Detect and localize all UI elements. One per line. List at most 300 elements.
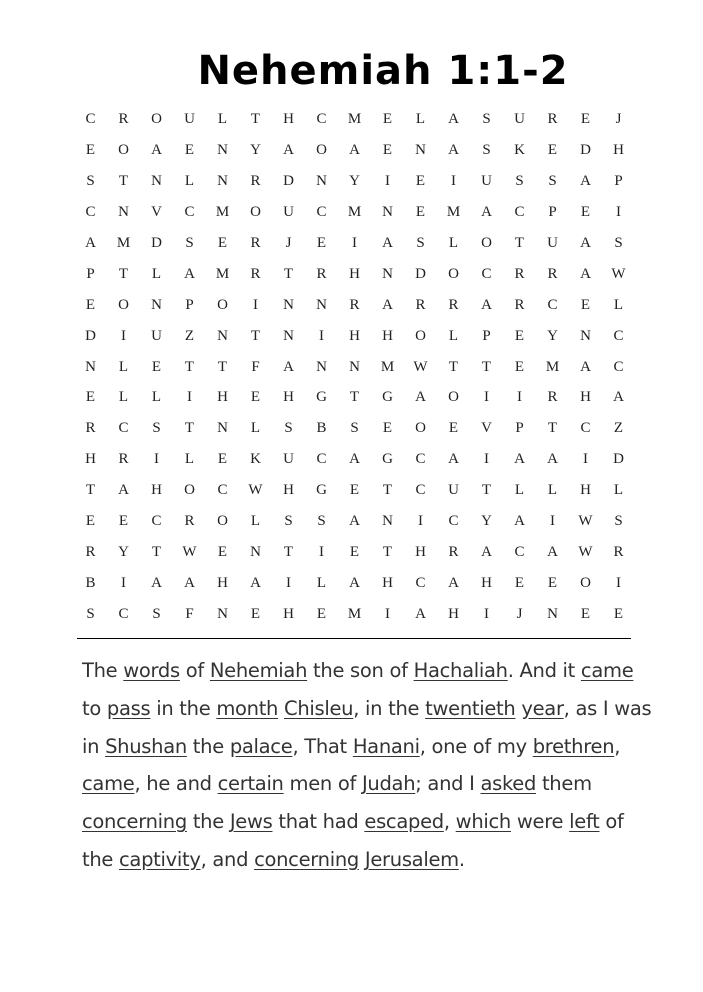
grid-letter: E xyxy=(382,111,393,127)
grid-letter: O xyxy=(481,234,492,251)
grid-letter: T xyxy=(151,544,162,561)
grid-letter: H xyxy=(481,575,492,592)
grid-letter: N xyxy=(151,296,162,313)
grid-letter: N xyxy=(217,420,228,437)
search-word: certain xyxy=(217,772,284,796)
grid-letter: T xyxy=(481,482,492,499)
grid-letter: I xyxy=(616,203,621,220)
grid-letter: C xyxy=(217,482,228,499)
grid-letter: D xyxy=(283,172,294,189)
grid-letter: H xyxy=(283,606,294,622)
grid-letter: O xyxy=(448,389,459,406)
grid-letter: Z xyxy=(184,327,195,344)
grid-letter: B xyxy=(85,575,96,592)
search-word: words xyxy=(123,659,180,682)
grid-letter: E xyxy=(349,544,360,561)
passage-text: . And it xyxy=(507,659,581,682)
passage-text: the xyxy=(186,734,230,758)
grid-letter: L xyxy=(613,482,624,499)
grid-letter: L xyxy=(118,389,129,406)
grid-letter: A xyxy=(547,544,558,561)
grid-letter: L xyxy=(547,482,558,499)
grid-letter: I xyxy=(121,575,126,592)
grid-letter: I xyxy=(484,451,489,468)
grid-letter: M xyxy=(545,358,560,375)
search-word: concerning xyxy=(82,810,187,834)
passage-text: The xyxy=(82,659,124,682)
grid-letter: E xyxy=(85,513,96,530)
grid-letter: W xyxy=(611,265,626,282)
search-word: captivity xyxy=(119,847,201,871)
search-word: Nehemiah xyxy=(209,659,308,682)
grid-letter: M xyxy=(380,358,395,375)
grid-letter: R xyxy=(349,296,360,313)
grid-letter: D xyxy=(85,327,96,344)
grid-letter: C xyxy=(316,203,327,220)
grid-letter: A xyxy=(580,234,591,251)
grid-letter: L xyxy=(250,513,261,530)
grid-letter: R xyxy=(514,296,525,313)
grid-letter: A xyxy=(283,141,294,158)
grid-letter: N xyxy=(382,203,393,220)
grid-letter: T xyxy=(118,172,129,189)
grid-letter: I xyxy=(319,544,324,561)
grid-letter: O xyxy=(580,575,591,592)
grid-letter: R xyxy=(184,513,195,530)
grid-letter: P xyxy=(482,327,491,344)
grid-letter: E xyxy=(415,203,426,220)
grid-letter: T xyxy=(514,234,525,251)
grid-letter: I xyxy=(484,606,489,622)
grid-letter: T xyxy=(481,358,492,375)
search-word: concerning xyxy=(254,847,359,871)
grid-letter: N xyxy=(151,172,162,189)
passage-text: of xyxy=(179,659,210,682)
passage-text: the son of xyxy=(307,659,414,682)
grid-letter: L xyxy=(613,296,624,313)
grid-letter: T xyxy=(349,389,360,406)
grid-letter: N xyxy=(217,327,228,344)
grid-letter: E xyxy=(382,420,393,437)
grid-letter: T xyxy=(184,358,195,375)
grid-letter: A xyxy=(613,389,624,406)
grid-letter: N xyxy=(316,296,327,313)
grid-letter: N xyxy=(316,358,327,375)
passage-text: . xyxy=(458,847,465,871)
search-word: pass xyxy=(106,696,151,720)
grid-letter: N xyxy=(382,513,393,530)
grid-letter: H xyxy=(217,575,228,592)
search-word: Hachaliah xyxy=(413,659,508,682)
grid-letter: C xyxy=(415,482,426,499)
grid-letter: I xyxy=(418,513,423,530)
grid-letter: U xyxy=(448,482,459,499)
grid-letter: G xyxy=(316,482,327,499)
passage-text: , he and xyxy=(134,772,218,796)
grid-letter: A xyxy=(514,451,525,468)
grid-letter: L xyxy=(448,234,459,251)
search-word: asked xyxy=(480,772,537,796)
passage-line xyxy=(82,652,642,690)
grid-letter: L xyxy=(217,111,228,127)
grid-letter: M xyxy=(116,234,131,251)
grid-letter: A xyxy=(283,358,294,375)
grid-letter: L xyxy=(151,389,162,406)
passage-text: ; and I xyxy=(415,772,481,796)
passage-text: the xyxy=(186,810,230,834)
grid-letter: F xyxy=(251,358,260,375)
grid-letter: O xyxy=(118,141,129,158)
grid-letter: T xyxy=(250,111,261,127)
grid-letter: M xyxy=(347,203,362,220)
grid-letter: H xyxy=(85,451,96,468)
grid-letter: R xyxy=(448,296,459,313)
grid-letter: E xyxy=(85,141,96,158)
passage-text: , That xyxy=(292,734,353,758)
grid-letter: R xyxy=(547,389,558,406)
grid-letter: L xyxy=(151,265,162,282)
grid-letter: E xyxy=(151,358,162,375)
grid-letter: R xyxy=(547,111,558,127)
search-word: left xyxy=(569,810,600,834)
grid-letter: V xyxy=(481,420,492,437)
search-word: Shushan xyxy=(105,734,187,758)
grid-letter: N xyxy=(118,203,129,220)
grid-letter: S xyxy=(185,234,194,251)
grid-letter: H xyxy=(613,141,624,158)
grid-letter: M xyxy=(446,203,461,220)
grid-letter: H xyxy=(349,265,360,282)
grid-letter: N xyxy=(283,296,294,313)
grid-letter: W xyxy=(578,544,593,561)
grid-letter: C xyxy=(85,203,96,220)
grid-letter: C xyxy=(85,111,96,127)
grid-letter: A xyxy=(250,575,261,592)
grid-letter: S xyxy=(416,234,425,251)
grid-letter: C xyxy=(316,111,327,127)
grid-letter: W xyxy=(182,544,197,561)
divider xyxy=(77,638,631,639)
grid-letter: E xyxy=(85,389,96,406)
grid-letter: E xyxy=(250,389,261,406)
grid-letter: M xyxy=(215,203,230,220)
search-word: Jerusalem xyxy=(364,847,459,871)
grid-letter: E xyxy=(415,172,426,189)
grid-letter: W xyxy=(413,358,428,375)
grid-letter: F xyxy=(185,606,194,622)
grid-letter: H xyxy=(382,575,393,592)
grid-letter: I xyxy=(385,172,390,189)
search-word: twentieth xyxy=(425,696,516,720)
passage-line xyxy=(82,841,642,879)
grid-letter: E xyxy=(316,234,327,251)
passage-text: the xyxy=(82,847,120,871)
grid-letter: U xyxy=(481,172,492,189)
grid-letter: C xyxy=(415,575,426,592)
grid-letter: L xyxy=(448,327,459,344)
grid-letter: N xyxy=(217,172,228,189)
passage-text: , and xyxy=(200,847,255,871)
grid-letter: Y xyxy=(250,141,261,158)
grid-letter: E xyxy=(580,111,591,127)
grid-letter: H xyxy=(382,327,393,344)
grid-letter: A xyxy=(448,141,459,158)
grid-letter: H xyxy=(217,389,228,406)
grid-letter: R xyxy=(118,111,129,127)
grid-letter: E xyxy=(217,451,228,468)
grid-letter: T xyxy=(283,544,294,561)
grid-letter: N xyxy=(580,327,591,344)
grid-letter: G xyxy=(316,389,327,406)
passage-line xyxy=(82,728,642,766)
grid-letter: M xyxy=(347,606,362,622)
grid-letter: S xyxy=(350,420,359,437)
grid-letter: K xyxy=(250,451,261,468)
passage-line xyxy=(82,765,642,803)
grid-letter: V xyxy=(151,203,162,220)
grid-letter: I xyxy=(517,389,522,406)
grid-letter: O xyxy=(415,420,426,437)
passage-text: in xyxy=(82,734,106,758)
grid-letter: C xyxy=(151,513,162,530)
grid-letter: D xyxy=(613,451,624,468)
grid-letter: A xyxy=(382,296,393,313)
grid-letter: N xyxy=(217,141,228,158)
grid-letter: E xyxy=(514,575,525,592)
grid-letter: S xyxy=(86,606,95,622)
search-word: Hanani xyxy=(352,734,420,758)
grid-letter: E xyxy=(547,141,558,158)
grid-letter: L xyxy=(184,451,195,468)
grid-letter: N xyxy=(349,358,360,375)
passage-text: were xyxy=(510,810,570,834)
grid-letter: U xyxy=(547,234,558,251)
grid-letter: A xyxy=(514,513,525,530)
grid-letter: M xyxy=(215,265,230,282)
grid-letter: T xyxy=(184,420,195,437)
grid-letter: O xyxy=(217,296,228,313)
grid-letter: T xyxy=(382,482,393,499)
grid-letter: H xyxy=(349,327,360,344)
grid-letter: S xyxy=(317,513,326,530)
passage-text: , xyxy=(443,810,456,834)
grid-letter: E xyxy=(547,575,558,592)
grid-letter: H xyxy=(283,482,294,499)
grid-letter: N xyxy=(85,358,96,375)
grid-letter: C xyxy=(514,203,525,220)
grid-letter: A xyxy=(184,575,195,592)
grid-letter: R xyxy=(514,265,525,282)
grid-letter: A xyxy=(118,482,129,499)
grid-letter: A xyxy=(580,358,591,375)
grid-letter: T xyxy=(250,327,261,344)
grid-letter: C xyxy=(448,513,459,530)
grid-letter: T xyxy=(382,544,393,561)
grid-letter: T xyxy=(118,265,129,282)
search-word: escaped xyxy=(364,810,444,834)
passage-text: , one of my xyxy=(419,734,533,758)
grid-letter: C xyxy=(613,327,624,344)
grid-letter: P xyxy=(185,296,194,313)
grid-letter: O xyxy=(415,327,426,344)
grid-letter: E xyxy=(580,203,591,220)
grid-letter: R xyxy=(613,544,624,561)
grid-letter: I xyxy=(286,575,291,592)
search-word: came xyxy=(82,772,135,796)
grid-letter: A xyxy=(349,513,360,530)
grid-letter: N xyxy=(316,172,327,189)
grid-letter: U xyxy=(283,451,294,468)
grid-letter: S xyxy=(152,420,161,437)
grid-letter: O xyxy=(217,513,228,530)
grid-letter: L xyxy=(184,172,195,189)
grid-letter: J xyxy=(285,234,292,251)
grid-letter: T xyxy=(448,358,459,375)
grid-letter: S xyxy=(284,420,293,437)
grid-letter: O xyxy=(184,482,195,499)
grid-letter: Y xyxy=(481,513,492,530)
grid-letter: T xyxy=(217,358,228,375)
grid-letter: R xyxy=(448,544,459,561)
search-word: Chisleu xyxy=(284,696,354,720)
grid-letter: U xyxy=(184,111,195,127)
grid-letter: A xyxy=(415,606,426,622)
grid-letter: A xyxy=(448,575,459,592)
grid-letter: S xyxy=(515,172,524,189)
grid-letter: N xyxy=(217,606,228,622)
grid-letter: W xyxy=(578,513,593,530)
grid-letter: S xyxy=(614,513,623,530)
grid-letter: A xyxy=(448,451,459,468)
grid-letter: A xyxy=(481,296,492,313)
grid-letter: I xyxy=(253,296,258,313)
grid-letter: L xyxy=(118,358,129,375)
grid-letter: S xyxy=(548,172,557,189)
grid-letter: C xyxy=(184,203,195,220)
grid-letter: Y xyxy=(349,172,360,189)
passage-text: that had xyxy=(272,810,365,834)
grid-letter: D xyxy=(151,234,162,251)
grid-letter: I xyxy=(319,327,324,344)
grid-letter: E xyxy=(349,482,360,499)
grid-letter: C xyxy=(547,296,558,313)
grid-letter: G xyxy=(382,451,393,468)
search-word: came xyxy=(580,659,634,682)
grid-letter: L xyxy=(514,482,525,499)
grid-letter: J xyxy=(516,606,523,622)
grid-letter: A xyxy=(184,265,195,282)
grid-letter: C xyxy=(514,544,525,561)
word-search-grid xyxy=(74,104,635,630)
grid-letter: C xyxy=(316,451,327,468)
passage-text: , in the xyxy=(353,696,426,720)
grid-letter: S xyxy=(86,172,95,189)
grid-letter: I xyxy=(187,389,192,406)
grid-letter: N xyxy=(415,141,426,158)
grid-letter: T xyxy=(547,420,558,437)
grid-letter: I xyxy=(154,451,159,468)
grid-letter: N xyxy=(250,544,261,561)
grid-letter: H xyxy=(580,482,591,499)
grid-letter: S xyxy=(284,513,293,530)
grid-letter: A xyxy=(151,575,162,592)
grid-letter: E xyxy=(580,606,591,622)
grid-letter: E xyxy=(382,141,393,158)
grid-letter: R xyxy=(85,420,96,437)
grid-letter: G xyxy=(382,389,393,406)
grid-letter: H xyxy=(415,544,426,561)
passage-text: to xyxy=(82,696,107,720)
search-word: year xyxy=(521,696,564,720)
passage-text: , xyxy=(614,734,621,758)
grid-letter: J xyxy=(615,111,622,127)
grid-letter: I xyxy=(451,172,456,189)
grid-letter: R xyxy=(118,451,129,468)
grid-letter: E xyxy=(217,544,228,561)
grid-letter: T xyxy=(283,265,294,282)
grid-letter: E xyxy=(118,513,129,530)
grid-letter: L xyxy=(415,111,426,127)
grid-letter: S xyxy=(482,111,491,127)
grid-letter: E xyxy=(85,296,96,313)
grid-letter: A xyxy=(85,234,96,251)
grid-letter: R xyxy=(316,265,327,282)
grid-letter: E xyxy=(613,606,624,622)
grid-letter: R xyxy=(250,172,261,189)
grid-letter: A xyxy=(349,451,360,468)
grid-letter: U xyxy=(151,327,162,344)
grid-letter: A xyxy=(547,451,558,468)
grid-letter: L xyxy=(316,575,327,592)
grid-letter: P xyxy=(515,420,524,437)
grid-letter: E xyxy=(448,420,459,437)
grid-letter: O xyxy=(151,111,162,127)
grid-letter: C xyxy=(118,420,129,437)
grid-letter: H xyxy=(448,606,459,622)
grid-letter: S xyxy=(482,141,491,158)
grid-letter: N xyxy=(283,327,294,344)
passage-text: of xyxy=(599,810,624,834)
passage-text: , as I was xyxy=(563,696,652,720)
grid-letter: O xyxy=(250,203,261,220)
grid-letter: A xyxy=(382,234,393,251)
grid-letter: M xyxy=(347,111,362,127)
page-title: Nehemiah 1:1-2 xyxy=(197,48,569,94)
grid-letter: E xyxy=(184,141,195,158)
grid-letter: O xyxy=(316,141,327,158)
search-word: Jews xyxy=(229,810,273,834)
grid-letter: I xyxy=(583,451,588,468)
search-word: palace xyxy=(229,734,293,758)
grid-letter: A xyxy=(151,141,162,158)
grid-letter: D xyxy=(580,141,591,158)
grid-letter: E xyxy=(217,234,228,251)
grid-letter: O xyxy=(448,265,459,282)
grid-letter: U xyxy=(514,111,525,127)
grid-letter: I xyxy=(385,606,390,622)
grid-letter: A xyxy=(448,111,459,127)
grid-letter: E xyxy=(514,327,525,344)
passage-text: men of xyxy=(283,772,362,796)
grid-letter: I xyxy=(550,513,555,530)
grid-letter: W xyxy=(248,482,263,499)
grid-letter: A xyxy=(580,265,591,282)
search-word: Judah xyxy=(361,772,416,796)
grid-letter: N xyxy=(382,265,393,282)
grid-letter: C xyxy=(118,606,129,622)
grid-letter: U xyxy=(283,203,294,220)
grid-letter: I xyxy=(352,234,357,251)
